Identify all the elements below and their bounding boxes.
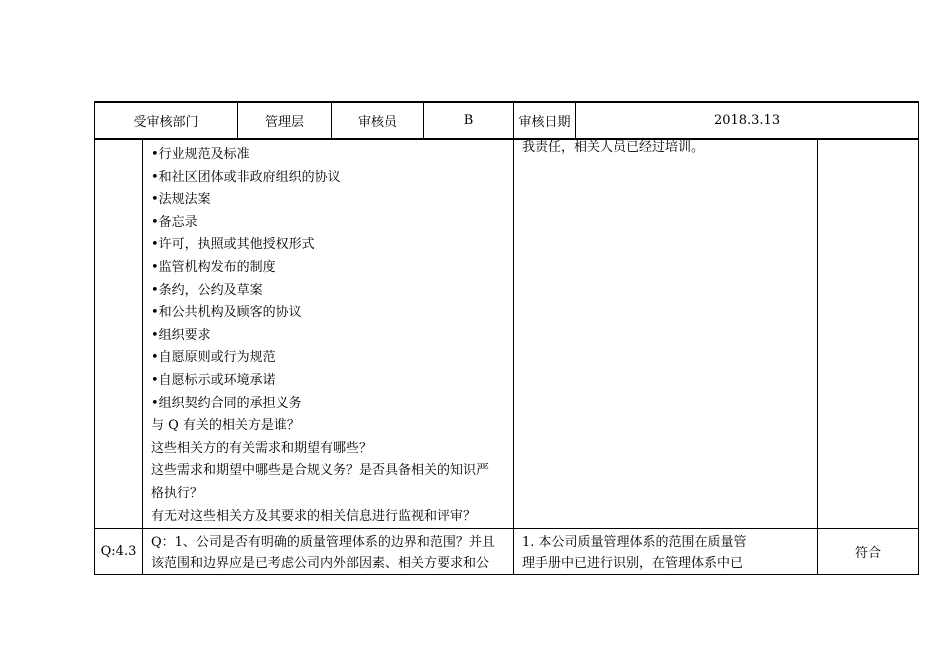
evidence-lines xyxy=(514,140,817,156)
text-line: •行业规范及标准 xyxy=(151,147,250,162)
text-line: 1. 本公司质量管理体系的范围在质量管 xyxy=(522,535,747,551)
audit-table xyxy=(94,101,919,575)
text-line: 格执行？ xyxy=(151,485,204,501)
clause-4-3-row xyxy=(95,529,919,575)
auditor-value: B xyxy=(424,102,514,139)
auditor-label: 审核员 xyxy=(332,102,424,139)
date-label: 审核日期 xyxy=(514,102,576,139)
dept-label: 受审核部门 xyxy=(95,102,238,139)
question-cell xyxy=(143,529,514,575)
header-row xyxy=(95,102,919,139)
text-line: 这些相关方的有关需求和期望有哪些？ xyxy=(151,440,373,456)
text-line: 我责任，相关人员已经过培训。 xyxy=(522,140,705,155)
clause-cell: Q:4.3 xyxy=(95,529,143,575)
text-line: 有无对这些相关方及其要求的相关信息进行监视和评审？ xyxy=(151,508,477,524)
result-cell: 符合 xyxy=(818,529,919,575)
text-line: •和社区团体或非政府组织的协议 xyxy=(151,169,341,185)
text-line: •监管机构发布的制度 xyxy=(151,259,276,275)
text-line: •备忘录 xyxy=(151,214,198,230)
evidence-cell xyxy=(514,529,818,575)
text-line: •自愿原则或行为规范 xyxy=(151,350,276,366)
text-line: •自愿标示或环境承诺 xyxy=(151,372,276,388)
text-line: •许可，执照或其他授权形式 xyxy=(151,237,315,253)
text-line: •组织要求 xyxy=(151,327,211,343)
text-line: •法规法案 xyxy=(151,192,211,208)
text-line: 理手册中已进行识别，在管理体系中已 xyxy=(522,556,744,572)
clause-cell xyxy=(95,139,143,529)
dept-value: 管理层 xyxy=(238,102,332,139)
text-line: •条约，公约及草案 xyxy=(151,282,263,298)
continued-row xyxy=(95,139,919,529)
question-lines xyxy=(143,529,513,574)
text-line: 这些需求和期望中哪些是合规义务？是否具备相关的知识严 xyxy=(151,463,490,479)
evidence-lines xyxy=(514,529,817,574)
evidence-cell xyxy=(514,139,818,529)
text-line: Q：1、公司是否有明确的质量管理体系的边界和范围？并且 xyxy=(151,535,495,551)
text-line: •组织契约合同的承担义务 xyxy=(151,395,302,411)
text-line: 与 Q 有关的相关方是谁？ xyxy=(151,418,300,434)
text-line: 该范围和边界应是已考虑公司内外部因素、相关方要求和公 xyxy=(151,556,490,572)
question-cell xyxy=(143,139,514,529)
text-line: •和公共机构及顾客的协议 xyxy=(151,305,302,321)
date-value: 2018.3.13 xyxy=(576,102,919,139)
question-lines xyxy=(143,140,513,528)
result-cell xyxy=(818,139,919,529)
